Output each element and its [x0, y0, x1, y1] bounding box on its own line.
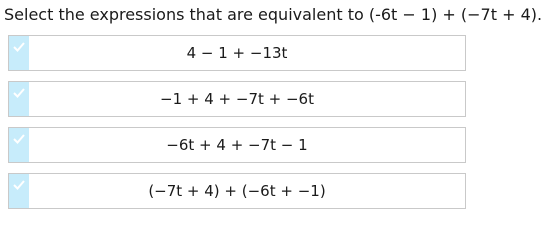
option-3[interactable]: [8, 127, 466, 163]
check-icon: [9, 36, 29, 70]
question-expression: (-6t − 1) + (−7t + 4).: [368, 5, 542, 24]
check-icon: [9, 128, 29, 162]
option-label: −6t + 4 + −7t − 1: [166, 136, 308, 154]
option-label: −1 + 4 + −7t + −6t: [160, 90, 314, 108]
option-1[interactable]: [8, 35, 466, 71]
check-icon: [9, 174, 29, 208]
question-prompt: Select the expressions that are equivalent to: [4, 5, 364, 24]
option-2[interactable]: [8, 81, 466, 117]
option-4[interactable]: [8, 173, 466, 209]
check-icon: [9, 82, 29, 116]
option-label: 4 − 1 + −13t: [186, 44, 288, 62]
answer-options: [8, 35, 466, 219]
question-text: [4, 4, 542, 26]
option-label: (−7t + 4) + (−6t + −1): [148, 182, 326, 200]
